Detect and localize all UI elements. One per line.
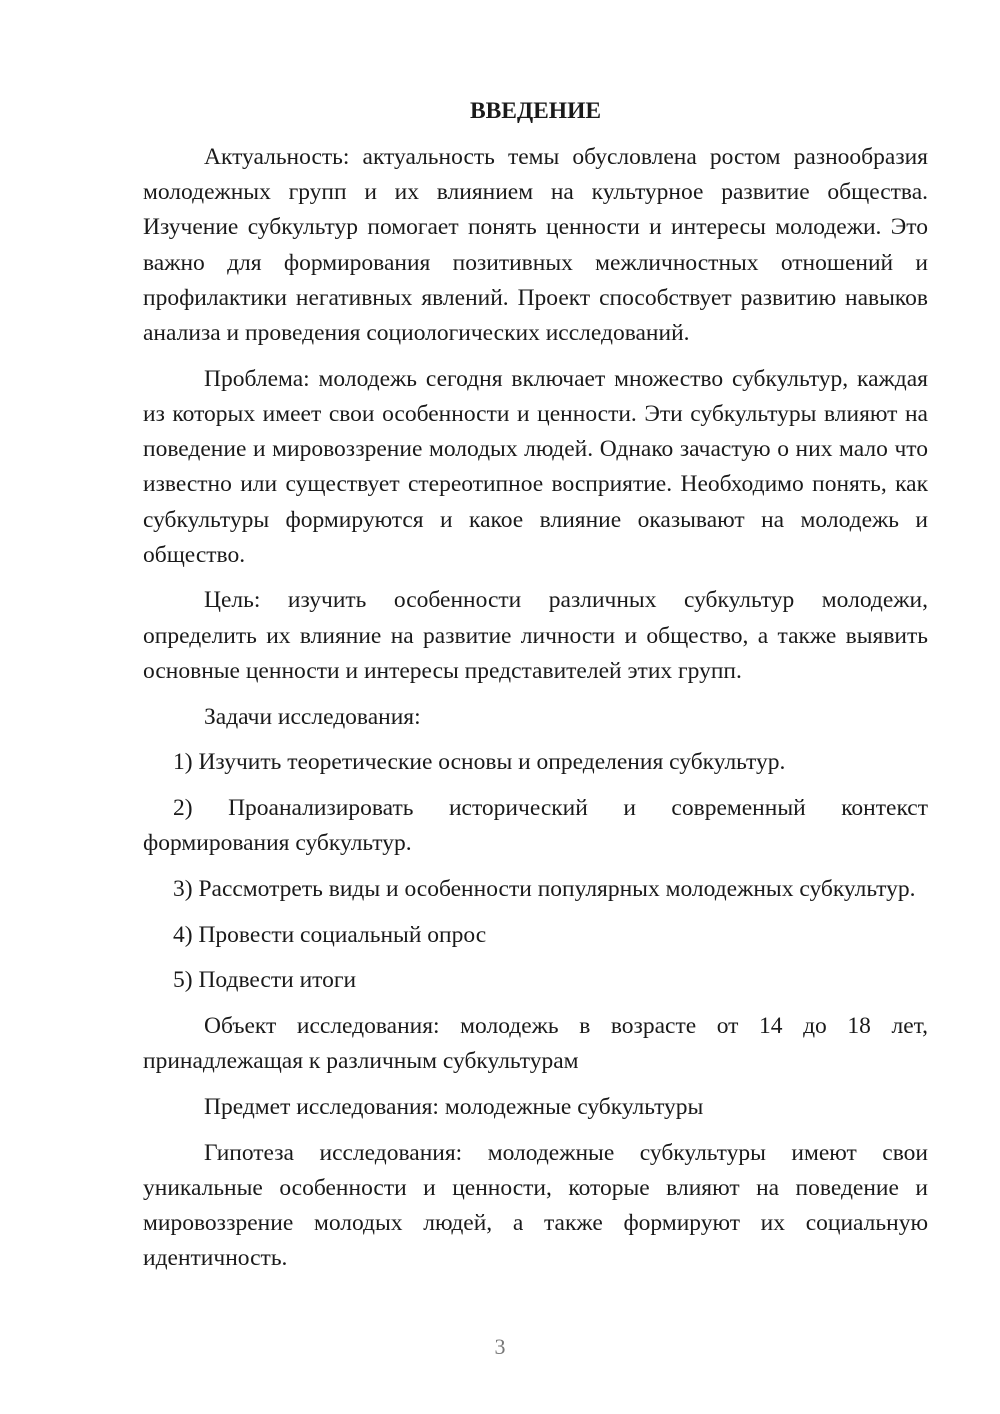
task-item-4: 4) Провести социальный опрос	[173, 921, 487, 948]
paragraph-subject: Предмет исследования: молодежные субкультуры	[204, 1093, 704, 1120]
section-title: ВВЕДЕНИЕ	[469, 98, 602, 124]
page-number: 3	[494, 1334, 506, 1359]
paragraph-object: Объект исследования: молодежь в возрасте от 14 до 18 лет, принадлежащая к различным субкультурам	[143, 1012, 928, 1075]
task-item-2: 2) Проанализировать исторический и современный контекст формирования субкультур.	[143, 794, 928, 857]
task-item-5: 5) Подвести итоги	[173, 967, 357, 994]
paragraph-hypothesis: Гипотеза исследования: молодежные субкультуры имеют свои уникальные особенности и ценности, которые влияют на поведение и мировоззрение молодых людей, а также формируют их социальную идентичность.	[143, 1139, 928, 1272]
paragraph-problem: Проблема: молодежь сегодня включает множество субкультур, каждая из которых имеет свои особенности и ценности. Эти субкультуры влияют на поведение и мировоззрение молодых людей. Однако зачастую о них мало что известно или существует стереотипное восприятие. Необходимо понять, как субкультуры формируются и какое влияние оказывают на молодежь и общество.	[143, 365, 928, 568]
paragraph-tasks-heading: Задачи исследования:	[204, 703, 421, 730]
task-item-1: 1) Изучить теоретические основы и определения субкультур.	[173, 749, 786, 776]
paragraph-relevance: Актуальность: актуальность темы обусловлена ростом разнообразия молодежных групп и их влиянием на культурное развитие общества. Изучение субкультур помогает понять ценности и интересы молодежи. Это важно для формирования позитивных межличностных отношений и профилактики негативных явлений. Проект способствует развитию навыков анализа и проведения социологических исследований.	[143, 144, 928, 347]
paragraph-goal: Цель: изучить особенности различных субкультур молодежи, определить их влияние на развитие личности и общество, а также выявить основные ценности и интересы представителей этих групп.	[143, 587, 928, 684]
task-item-3: 3) Рассмотреть виды и особенности популярных молодежных субкультур.	[173, 875, 916, 902]
document-page	[143, 94, 928, 1287]
